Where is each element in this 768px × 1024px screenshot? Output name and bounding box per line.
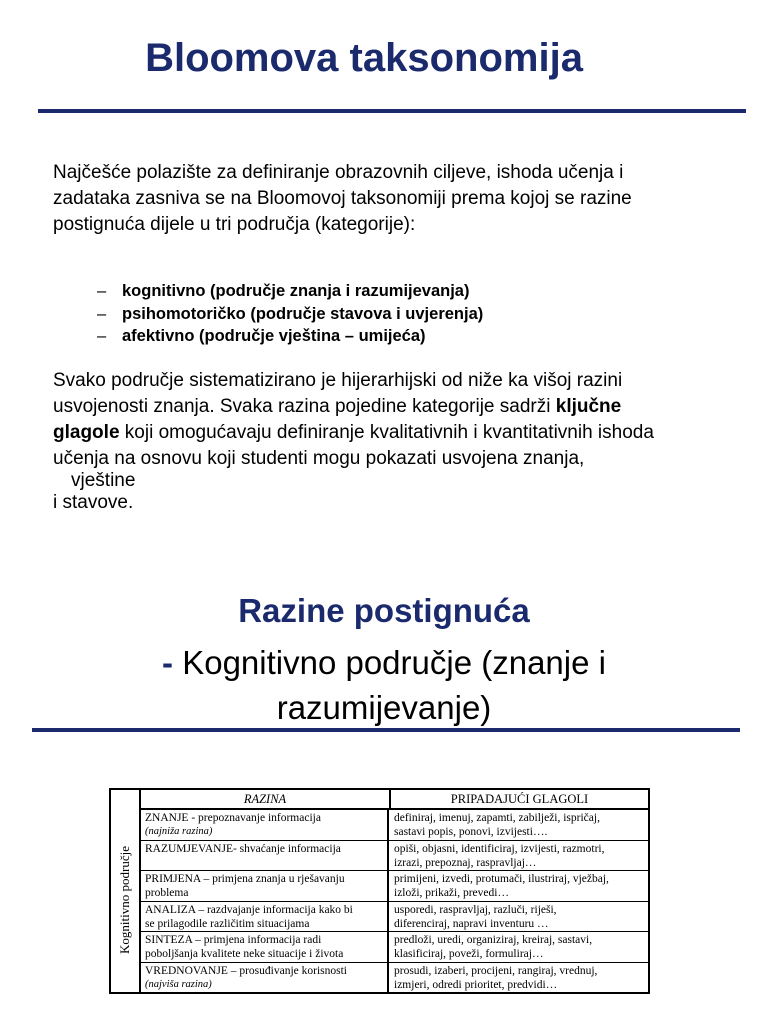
table-row — [141, 963, 648, 994]
list-item — [97, 280, 737, 303]
list-item — [97, 325, 737, 348]
verbs-line: izrazi, prepoznaj, raspravljaj… — [394, 856, 537, 869]
verbs-line: definiraj, imenuj, zapamti, zabilježi, ispričaj, — [394, 812, 600, 824]
subtitle-line: razumijevanje) — [276, 689, 492, 726]
paragraph-line — [53, 394, 743, 420]
verbs-line: sastavi popis, ponovi, izvijesti…. — [394, 826, 548, 838]
verbs-line: usporedi, raspravljaj, razluči, riješi, — [394, 903, 557, 916]
bullet-dash: – — [97, 304, 107, 323]
verbs-line: predloži, uredi, organiziraj, kreiraj, sastavi, — [394, 934, 593, 947]
list-item — [97, 303, 737, 326]
subtitle-dash: - — [162, 644, 174, 681]
table-row — [141, 841, 648, 872]
level-cell — [141, 902, 389, 932]
table-row — [141, 902, 648, 933]
level-text: PRIMJENA – primjena znanja u rješavanju — [145, 873, 345, 886]
verbs-cell — [389, 810, 648, 840]
paragraph-line: učenja na osnovu koji studenti mogu pokazati usvojena znanja, — [53, 448, 585, 469]
table-header — [141, 790, 648, 810]
level-cell — [141, 932, 389, 962]
hierarchy-paragraph — [53, 368, 743, 516]
level-subtext: problema — [145, 887, 189, 900]
paragraph-line — [53, 420, 743, 446]
bullet-dash: – — [97, 282, 107, 300]
table-corner-cell — [111, 790, 141, 808]
section-subtitle — [0, 640, 768, 730]
verbs-line: izmjeri, odredi prioritet, predvidi… — [394, 978, 558, 991]
paragraph-line: vještine — [71, 470, 136, 491]
column-header-verbs: PRIPADAJUĆI GLAGOLI — [450, 792, 589, 806]
list-item-text: afektivno (područje vještina – umijeća) — [122, 327, 426, 345]
level-cell — [141, 963, 389, 994]
level-cell — [141, 871, 389, 901]
paragraph-text: usvojenosti znanja. Svaka razina pojedine kategorije sadrži — [53, 396, 556, 417]
verbs-cell — [389, 902, 648, 932]
verbs-cell — [389, 932, 648, 962]
table-row — [141, 932, 648, 963]
subtitle-line — [0, 640, 768, 685]
paragraph-bold-text: ključne — [555, 396, 622, 417]
verbs-line: izloži, prikaži, prevedi… — [394, 887, 509, 900]
verbs-cell — [389, 871, 648, 901]
section-divider — [32, 728, 740, 732]
paragraph-text: koji omogućavaju definiranje kvalitativnih i kvantitativnih ishoda — [119, 422, 654, 443]
paragraph-line: Svako područje sistematizirano je hijerarhijski od niže ka višoj razini — [53, 370, 623, 391]
subtitle-text: Kognitivno područje (znanje i — [173, 644, 606, 681]
table-row — [141, 871, 648, 902]
list-item-text: kognitivno (područje znanja i razumijevanja) — [122, 282, 470, 300]
level-cell — [141, 810, 389, 840]
verbs-line: prosudi, izaberi, procijeni, rangiraj, vrednuj, — [394, 964, 598, 977]
intro-line: Najčešće polazište za definiranje obrazovnih ciljeve, ishoda učenja i — [53, 162, 624, 183]
level-subtext: (najviša razina) — [145, 978, 212, 990]
title-divider — [38, 109, 746, 113]
table-side-label-cell — [111, 808, 141, 992]
table-row — [141, 810, 648, 841]
table-body — [141, 810, 648, 992]
paragraph-line: i stavove. — [53, 492, 134, 513]
intro-line: zadataka zasniva se na Bloomovoj taksonomiji prema kojoj se razine — [53, 188, 632, 209]
level-subtext: poboljšanja kvalitete neke situacije i života — [145, 948, 344, 961]
level-subtext: (najniža razina) — [145, 826, 213, 837]
list-item-text: psihomotoričko (područje stavova i uvjerenja) — [122, 304, 484, 323]
category-list — [97, 280, 737, 348]
verbs-cell — [389, 841, 648, 871]
level-cell — [141, 841, 389, 871]
verbs-line: opiši, objasni, identificiraj, izvijesti, razmotri, — [394, 842, 605, 855]
column-header-level: RAZINA — [141, 790, 391, 808]
level-text: ZNANJE - prepoznavanje informacija — [145, 812, 321, 824]
verbs-line: diferenciraj, napravi inventuru … — [394, 917, 549, 930]
slide-title: Bloomova taksonomija — [145, 36, 583, 80]
intro-line: postignuća dijele u tri područja (kategorije): — [53, 214, 416, 235]
verbs-line: klasificiraj, poveži, formuliraj… — [394, 948, 544, 961]
level-text: RAZUMJEVANJE- shvaćanje informacija — [145, 842, 341, 855]
section-title: Razine postignuća — [238, 592, 530, 629]
level-text: VREDNOVANJE – prosuđivanje korisnosti — [145, 964, 347, 977]
table-side-label: Kognitivno područje — [117, 846, 132, 954]
verbs-line: primijeni, izvedi, protumači, ilustriraj, vježbaj, — [394, 873, 609, 886]
paragraph-bold-text: glagole — [53, 422, 120, 443]
bullet-dash: – — [97, 327, 107, 345]
verbs-cell — [389, 963, 648, 994]
intro-paragraph — [53, 160, 733, 238]
cognitive-levels-table — [109, 788, 650, 994]
level-text: SINTEZA – primjena informacija radi — [145, 934, 322, 947]
level-text: ANALIZA – razdvajanje informacija kako bi — [145, 903, 353, 916]
level-subtext: se prilagodile različitim situacijama — [145, 917, 310, 930]
